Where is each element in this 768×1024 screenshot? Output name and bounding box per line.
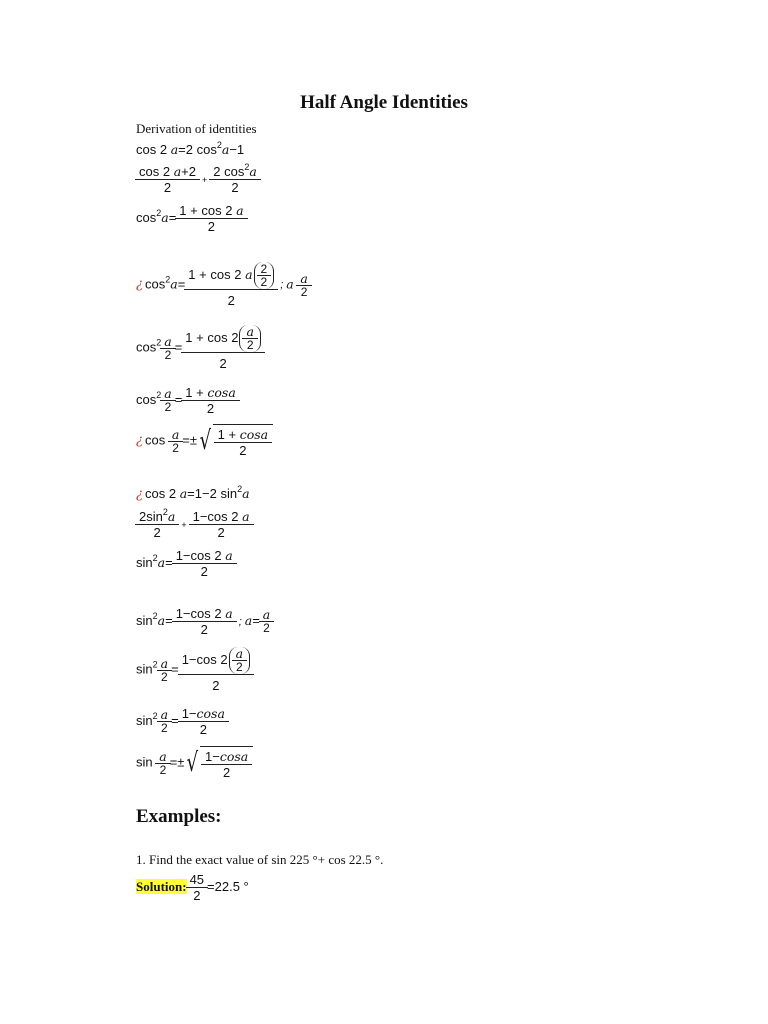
equation-sin-half-squared-b: $\sin^2$ $\frac{a}{2}$ = $\frac{1-\cos a}{2}$	[136, 706, 228, 737]
equation-cos2a-sine-form: ¿ cos 2 a=1−2 $\sin^2a$	[136, 484, 250, 502]
equation-sin-squared-a: $\sin^2a=$ $\frac{1-\cos 2 a}{2}$	[136, 548, 236, 579]
equation-cos-half-squared-a: $\cos^2$ $\frac{a}{2}$ = 1 + cos 2 $\frac{a}{2}$ 2	[136, 325, 264, 371]
solution-label: Solution:	[136, 878, 187, 894]
equation-sin-half-squared-a: $\sin^2$ $\frac{a}{2}$ = 1−cos 2 $\frac{a}{2}$ 2	[136, 647, 253, 693]
equation-sin-half-angle: sin $\frac{a}{2}$ =± √ $\frac{1-\cos a}{2}$	[136, 746, 253, 780]
equation-cos-half-angle: ¿ cos $\frac{a}{2}$ =± √ $\frac{1 + \cos a}{2}$	[136, 424, 273, 458]
example-problem: 1. Find the exact value of sin 225 °+ cos 22.5 °.	[136, 852, 384, 867]
derivation-subtitle: Derivation of identities	[136, 121, 257, 136]
equation-sine-divide: $\frac{2\sin^2a}{2}$ + $\frac{1-\cos 2 a}{2}$	[136, 509, 253, 540]
equation-sin-substitution: $\sin^2a=$ $\frac{1-\cos 2 a}{2}$ ; a= $\frac{a}{2}$	[136, 606, 273, 637]
examples-heading: Examples:	[136, 806, 222, 827]
equation-cos2a: cos 2 a=2 $\cos^2a-1$	[136, 140, 245, 157]
equation-cos-half-squared-b: $\cos^2$ $\frac{a}{2}$ = $\frac{1 + \cos a}{2}$	[136, 385, 239, 416]
equation-divide-by-two: $\frac{\cos 2 a+2}{2}$ + $\frac{2 \cos^2a}{2}$	[136, 164, 260, 195]
example-solution: Solution: $\frac{45}{2}$ =22.5 °	[136, 872, 249, 903]
page-title: Half Angle Identities	[300, 92, 468, 113]
equation-cos-squared: $\cos^2a=$ $\frac{1 + \cos 2 a}{2}$	[136, 203, 247, 234]
equation-substitution-cos: ¿ $\cos^2a=$ 1 + cos 2 a $\frac{2}{2}$ 2 ; a $\frac{a}{2}$	[136, 262, 311, 308]
